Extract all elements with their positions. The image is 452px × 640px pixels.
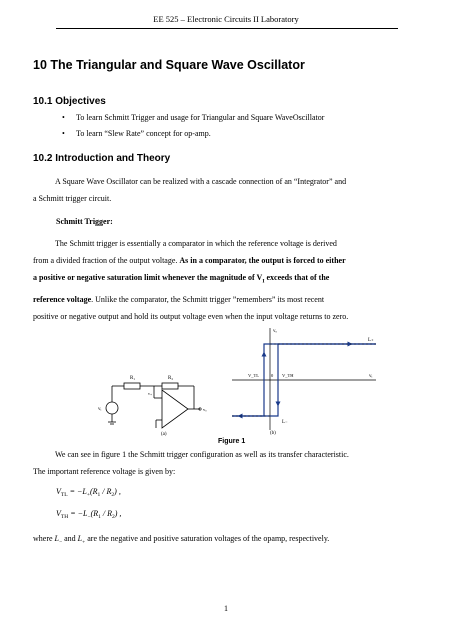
label-vplus: v₊ [148,391,153,396]
para-line [33,269,419,291]
label-zero: 0 [271,373,274,378]
resistor-r2-icon [162,383,178,389]
para-line: positive or negative output and hold its output voltage even when the input voltage returns to zero. [33,311,349,321]
running-header: EE 525 – Electronic Circuits II Laboratory [153,14,299,24]
label-vo-axis: vₒ [273,329,277,334]
objectives-heading: 10.1 Objectives [33,96,106,107]
label-r1: R₁ [130,376,136,381]
para-bold-text: a positive or negative saturation limit whenever the magnitude of V [33,273,263,282]
op-amp-icon [162,390,188,428]
resistor-r1-icon [124,383,140,389]
para-line: A Square Wave Oscillator can be realized with a cascade connection of an “Integrator” and [55,177,347,186]
para-bold-text: reference voltage [33,294,92,304]
schmitt-circuit-diagram [96,362,214,434]
para-line: The important reference voltage is given by: [33,467,176,476]
para-line: The Schmitt trigger is essentially a comparator in which the reference voltage is derived [55,239,337,248]
page-number: 1 [224,604,228,613]
where-line: where $L_-$ and $L_+$ are the negative and positive saturation voltages of the opamp, respectively. [33,534,330,546]
equation-vtl: $V_{TL} = -L_+(R_1 / R_2)$ , [56,487,121,498]
panel-label-b: (b) [270,431,276,436]
para-bold-text: exceeds that of the [264,273,330,282]
para-line [33,291,419,308]
voltage-source-icon [106,402,118,414]
equation-vth: $V_{TH} = -L_-(R_1 / R_2)$ , [56,509,122,520]
figure-caption: Figure 1 [218,438,246,445]
para-line: a Schmitt trigger circuit. [33,194,112,203]
label-l-plus: L₊ [368,338,374,343]
intro-paragraph [33,173,419,207]
subscript: I [262,278,265,285]
schmitt-heading: Schmitt Trigger: [56,217,113,226]
label-vo: vₒ [203,407,207,412]
panel-label-a: (a) [161,432,167,437]
chapter-title: 10 The Triangular and Square Wave Oscillator [33,58,305,72]
transfer-characteristic-diagram [226,324,380,436]
figure-paragraph [33,446,419,480]
objective-item: • To learn Schmitt Trigger and usage for Triangular and Square WaveOscillator [76,113,324,122]
label-vth: V_TH [282,373,294,378]
schmitt-paragraph [33,235,419,325]
para-line: We can see in figure 1 the Schmitt trigger configuration as well as its transfer characteristic. [55,450,349,459]
para-line [33,252,419,269]
label-l-minus: L₋ [282,420,288,425]
objective-item: • To learn “Slew Rate” concept for op-amp. [76,129,211,138]
para-bold-text: As in a comparator, the output is forced to either [179,256,346,265]
para-text: from a divided fraction of the output voltage. [33,256,180,265]
para-text: . Unlike the comparator, the Schmitt trigger ”remembers” its most recent [91,294,325,304]
label-vi-axis: vᵢ [369,374,373,379]
label-vi: vᵢ [98,407,102,412]
label-r2: R₂ [168,376,174,381]
label-vtl: V_TL [248,373,259,378]
header-rule [56,28,398,29]
intro-heading: 10.2 Introduction and Theory [33,153,171,164]
